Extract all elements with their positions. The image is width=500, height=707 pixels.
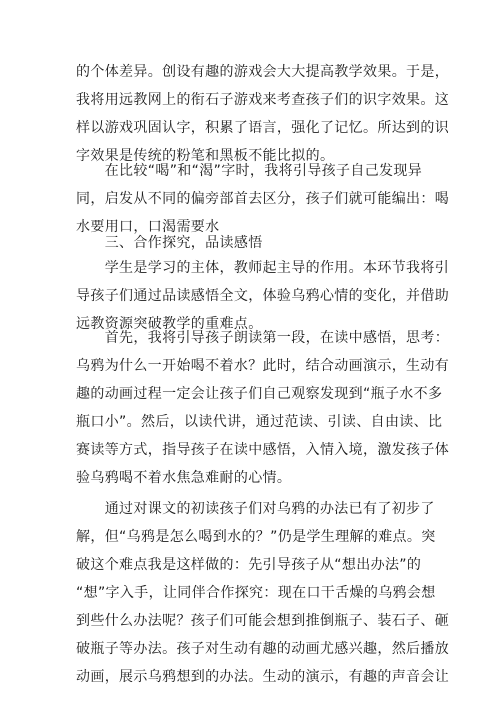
- text-line: 解，但“乌鸦是怎么喝到水的？”仍是学生理解的难点。突: [76, 529, 436, 545]
- text-line: 乌鸦为什么一开始喝不着水？此时，结合动画演示，生动有: [76, 358, 450, 374]
- text-line: 验乌鸦喝不着水焦急难耐的心情。: [76, 470, 292, 486]
- text-line: 首先，我将引导孩子朗读第一段，在读中感悟，思考：: [76, 330, 450, 346]
- paragraph-first-read: [76, 324, 450, 492]
- text-line: 通过对课文的初读孩子们对乌鸦的办法已有了初步了: [76, 501, 435, 517]
- text-line: 在比较“喝”和“渴”字时，我将引导孩子自己发现异: [76, 163, 423, 179]
- text-line: 远教资源突破教学的重难点。: [76, 316, 263, 332]
- paragraph-crow-method: [76, 495, 450, 691]
- text-line: 水要用口，口渴需要水: [76, 219, 220, 235]
- text-line: 动画，展示乌鸦想到的办法。生动的演示，有趣的声音会让: [76, 669, 450, 685]
- text-line: 破瓶子等办法。孩子对生动有趣的动画尤感兴趣，然后播放: [76, 641, 450, 657]
- text-line: 的个体差异。创设有趣的游戏会大大提高教学效果。于是，: [76, 64, 450, 80]
- section-heading: [76, 229, 436, 257]
- text-line: 趣的动画过程一定会让孩子们自己观察发现到“瓶子水不多: [76, 386, 443, 402]
- text-line: 我将用远教网上的衔石子游戏来考查孩子们的识字效果。这: [76, 92, 450, 108]
- text-line: 赛读等方式，指导孩子在读中感悟，入情入境，激发孩子体: [76, 442, 450, 458]
- text-line: 导孩子们通过品读感悟全文，体验乌鸦心情的变化，并借助: [76, 288, 450, 304]
- text-line: “想”字入手，让同伴合作探究：现在口干舌燥的乌鸦会想: [76, 585, 436, 601]
- paragraph-game-effect: [76, 58, 450, 170]
- text-line: 学生是学习的主体，教师起主导的作用。本环节我将引: [76, 260, 450, 276]
- text-line: 样以游戏巩固认字，积累了语言，强化了记忆。所达到的识: [76, 120, 450, 136]
- heading-line: 三、合作探究，品读感悟: [76, 235, 263, 251]
- text-line: 破这个难点我是这样做的：先引导孩子从“想出办法”的: [76, 557, 422, 573]
- text-line: 到些什么办法呢？孩子们可能会想到推倒瓶子、装石子、砸: [76, 613, 450, 629]
- text-line: 瓶口小”。然后，以读代讲，通过范读、引读、自由读、比: [76, 414, 443, 430]
- text-line: 字效果是传统的粉笔和黑板不能比拟的。: [76, 148, 335, 164]
- text-line: 同，启发从不同的偏旁部首去区分，孩子们就可能编出：喝: [76, 191, 450, 207]
